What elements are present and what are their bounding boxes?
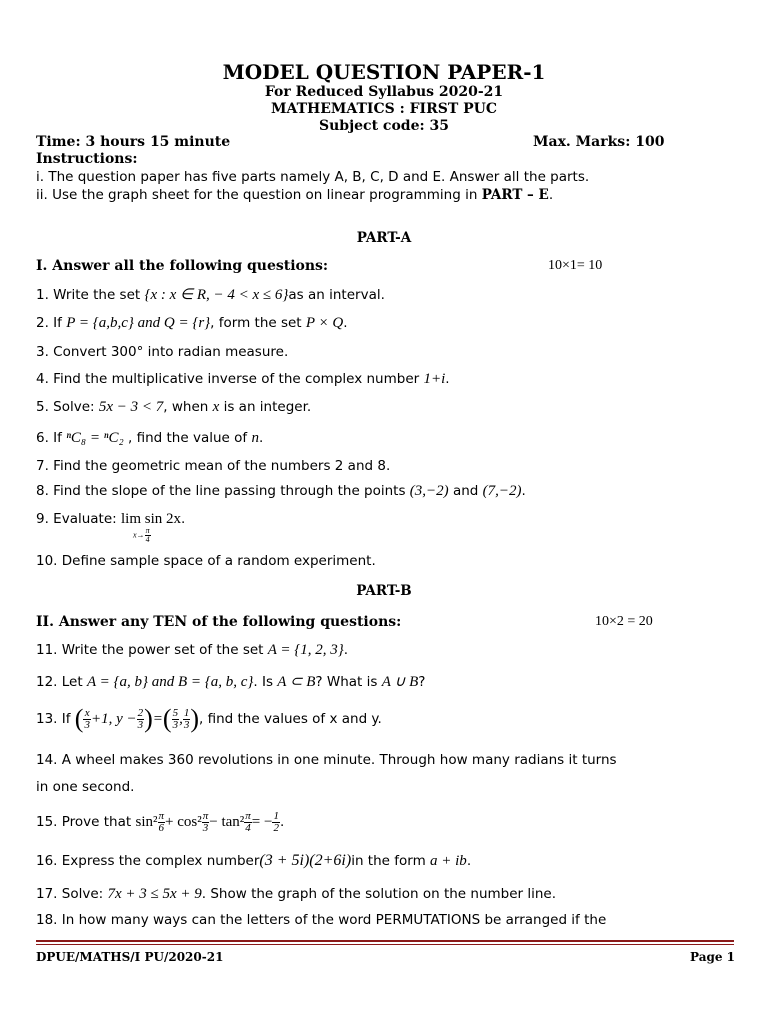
question-4: 4. Find the multiplicative inverse of the complex number 1+i. [36,371,450,387]
page-number: Page 1 [690,950,736,964]
footer-rule-thick [36,940,734,942]
question-9: 9. Evaluate: lim sin 2x. [36,511,186,527]
footer-rule-thin [36,944,734,945]
syllabus-line: For Reduced Syllabus 2020-21 [264,84,504,100]
question-12: 12. Let A = {a, b} and B = {a, b, c}. Is A ⊂ B? What is A ∪ B? [36,674,426,690]
part-a-heading: PART-A [356,230,412,246]
question-14-line2: in one second. [36,779,135,795]
question-14-line1: 14. A wheel makes 360 revolutions in one minute. Through how many radians it turns [36,752,617,768]
part-b-marks: 10×2 = 20 [595,614,653,629]
question-11: 11. Write the power set of the set A = {1, 2, 3}. [36,642,349,658]
part-a-section: I. Answer all the following questions: [36,258,329,274]
question-5: 5. Solve: 5x − 3 < 7, when x is an integer. [36,399,312,415]
instruction-i: i. The question paper has five parts namely A, B, C, D and E. Answer all the parts. [36,169,590,185]
question-13: 13. If ( $\frac{x}{3}$ +1, y − $\frac{2}{3}$ )=( $\frac{5}{3}$ , $\frac{1}{3}$ ), find the values of x and y. [36,704,382,733]
question-17: 17. Solve: 7x + 3 ≤ 5x + 9. Show the graph of the solution on the number line. [36,886,557,902]
question-7: 7. Find the geometric mean of the numbers 2 and 8. [36,458,391,474]
max-marks-label: Max. Marks: 100 [533,134,665,150]
instruction-ii: ii. Use the graph sheet for the question on linear programming in PART – E. [36,187,554,203]
paper-title: MODEL QUESTION PAPER-1 [222,60,546,84]
part-a-marks: 10×1= 10 [548,258,603,273]
question-8: 8. Find the slope of the line passing through the points (3,−2) and (7,−2). [36,483,526,499]
footer-code: DPUE/MATHS/I PU/2020-21 [36,950,224,964]
part-b-heading: PART-B [356,583,412,599]
question-16: 16. Express the complex number(3 + 5i)(2+6i)in the form a + ib. [36,852,472,869]
question-2: 2. If P = {a,b,c} and Q = {r}, form the set P × Q. [36,315,348,331]
subject-code: Subject code: 35 [319,118,449,134]
instructions-heading: Instructions: [36,151,138,167]
time-label: Time: 3 hours 15 minute [36,134,231,150]
question-15: 15. Prove that sin² $\frac{\pi}{6}$ + cos² $\frac{\pi}{3}$ − tan² $\frac{\pi}{4}$ = − $\frac{1}{2}$ . [36,809,285,834]
limit-subscript: x→ $\frac{\pi}{4}$ [133,526,150,544]
question-3: 3. Convert 300° into radian measure. [36,344,289,360]
question-6: 6. If ⁿC₈ = ⁿC₂ , find the value of n. [36,430,264,446]
question-18: 18. In how many ways can the letters of the word PERMUTATIONS be arranged if the [36,912,607,928]
subject-line: MATHEMATICS : FIRST PUC [270,101,498,117]
question-1: 1. Write the set {x : x ∈ R, − 4 < x ≤ 6}as an interval. [36,287,385,303]
part-b-section: II. Answer any TEN of the following questions: [36,614,402,630]
question-10: 10. Define sample space of a random experiment. [36,553,376,569]
